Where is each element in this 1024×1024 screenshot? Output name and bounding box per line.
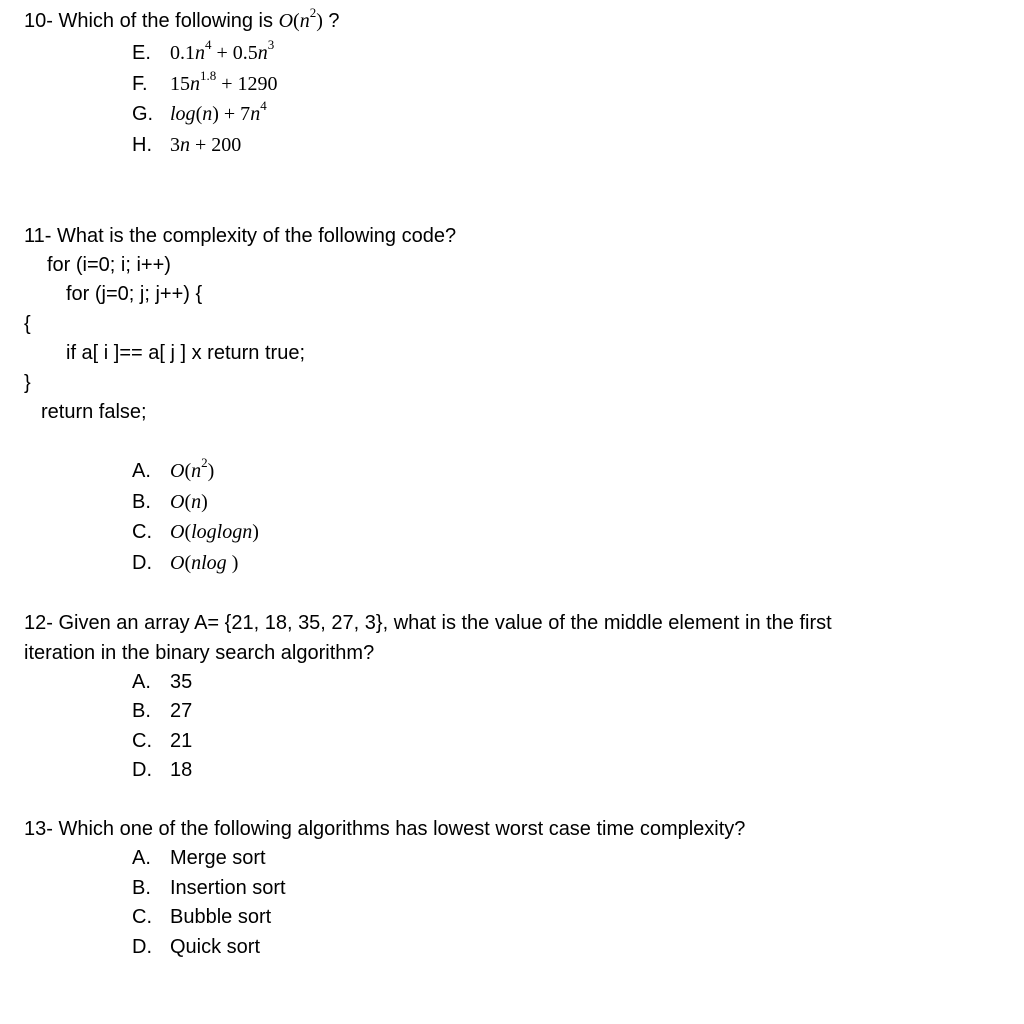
big-o-n-squared: $O(n^2)$ bbox=[278, 5, 323, 32]
q10-option-e: E. $0.1n^4 + 0.5n^3$ bbox=[132, 37, 275, 64]
question-10-text: 10- Which of the following is bbox=[24, 10, 279, 32]
code-line-3: { bbox=[24, 313, 31, 335]
question-10: 10- Which of the following is $O(n^2)$ ? bbox=[24, 5, 340, 32]
q12-option-a: A. 35 bbox=[132, 671, 193, 693]
question-12-line-2: iteration in the binary search algorithm? bbox=[24, 642, 375, 664]
question-11-text: 11- What is the complexity of the following code? bbox=[24, 225, 457, 247]
code-line-6: return false; bbox=[41, 401, 147, 423]
q12-option-c: C. 21 bbox=[132, 730, 193, 752]
q12-option-b: B. 27 bbox=[132, 700, 193, 722]
q10-option-f-formula: $15n^{1.8} + 1290$ bbox=[170, 68, 278, 95]
q10-option-h: H. 3n + 200 bbox=[132, 134, 242, 156]
code-line-5: } bbox=[24, 372, 31, 394]
q13-option-a: A. Merge sort bbox=[132, 847, 266, 869]
q11-option-b: B. O(n) bbox=[132, 491, 208, 513]
q11-option-c-formula: O(loglogn) bbox=[170, 521, 259, 543]
q10-option-e-formula: $0.1n^4 + 0.5n^3$ bbox=[170, 37, 275, 64]
q10-option-h-formula: 3n + 200 bbox=[170, 134, 242, 156]
question-13-text: 13- Which one of the following algorithms has lowest worst case time complexity? bbox=[24, 818, 746, 840]
q11-option-d: D. O(nlog ) bbox=[132, 552, 239, 574]
q13-option-c: C. Bubble sort bbox=[132, 906, 272, 928]
q10-option-g-formula: $\log(n) + 7n^4$ bbox=[170, 98, 267, 125]
code-line-1: for (i=0; i; i++) bbox=[47, 254, 171, 276]
q11-option-d-formula: O(nlog ) bbox=[170, 552, 239, 574]
q11-option-b-formula: O(n) bbox=[170, 491, 208, 513]
q10-option-f: F. $15n^{1.8} + 1290$ bbox=[132, 68, 278, 95]
q13-option-d: D. Quick sort bbox=[132, 936, 261, 958]
question-12-line-1: 12- Given an array A= {21, 18, 35, 27, 3}, what is the value of the middle element in the first bbox=[24, 612, 832, 634]
q11-option-c: C. O(loglogn) bbox=[132, 521, 259, 543]
code-line-4: if a[ i ]== a[ j ] x return true; bbox=[66, 342, 305, 364]
q11-option-a-formula: $O(n^2)$ bbox=[170, 455, 215, 482]
q13-option-b: B. Insertion sort bbox=[132, 877, 286, 899]
q10-option-g: G. $\log(n) + 7n^4$ bbox=[132, 98, 267, 125]
q11-option-a: A. $O(n^2)$ bbox=[132, 455, 215, 482]
code-line-2: for (j=0; j; j++) { bbox=[66, 283, 203, 305]
q12-option-d: D. 18 bbox=[132, 759, 193, 781]
